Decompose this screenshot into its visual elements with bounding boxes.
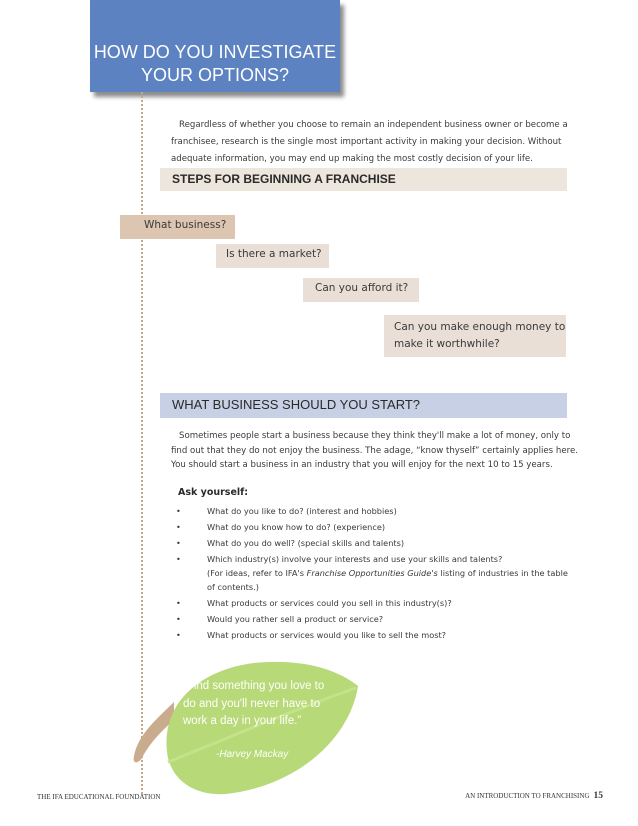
- list-item: [176, 596, 576, 610]
- question-list: [176, 504, 576, 644]
- intro-text: Regardless of whether you choose to remain an independent business owner or become a franchisee, research is the single most important activity in making your decision. Without adequate information, you may end up making the most costly decision of your life.: [171, 120, 568, 164]
- bullet: •: [176, 522, 181, 532]
- list-item: [176, 520, 576, 534]
- list-item: [176, 536, 576, 550]
- note-after: listing of industries in the table of contents.): [207, 568, 568, 592]
- industry-note: [207, 566, 576, 594]
- bullet: •: [176, 506, 181, 516]
- step-what-business: What business?: [120, 215, 235, 239]
- footer-publication-title: AN INTRODUCTION TO FRANCHISING: [465, 792, 590, 800]
- step-worthwhile: Can you make enough money to make it worthwhile?: [384, 315, 566, 357]
- intro-paragraph: [171, 117, 571, 168]
- section-heading-what-business: WHAT BUSINESS SHOULD YOU START?: [160, 393, 567, 418]
- list-item: [176, 628, 576, 642]
- bullet: •: [176, 614, 181, 624]
- question-text: Would you rather sell a product or service?: [207, 614, 384, 624]
- bullet: •: [176, 598, 181, 608]
- section2-text: Sometimes people start a business because they think they'll make a lot of money, only to find out that they do not enjoy the business. The adage, “know thyself” certainly applies here. You should start a business in an industry that you will enjoy for the next 10 to 15 years.: [171, 431, 578, 470]
- page-number: 15: [593, 791, 603, 801]
- question-text: What do you know how to do? (experience): [207, 522, 386, 532]
- list-item: [176, 552, 576, 594]
- bullet: •: [176, 554, 181, 564]
- footer-organization: THE IFA EDUCATIONAL FOUNDATION: [37, 793, 161, 801]
- question-text: Which industry(s) involve your interests and use your skills and talents?: [207, 554, 503, 564]
- ask-yourself-heading: Ask yourself:: [178, 487, 249, 498]
- question-text: What products or services could you sell in this industry(s)?: [207, 598, 452, 608]
- quote-author: -Harvey Mackay: [216, 749, 289, 760]
- list-item: [176, 612, 576, 626]
- page-title-line-2: YOUR OPTIONS?: [140, 65, 290, 85]
- steps-heading: STEPS FOR BEGINNING A FRANCHISE: [160, 168, 567, 191]
- note-guide-title: Franchise Opportunities Guide's: [306, 568, 438, 578]
- note-before: (For ideas, refer to IFA's: [207, 568, 307, 578]
- question-text: What products or services would you like to sell the most?: [207, 630, 447, 640]
- list-item: [176, 504, 576, 518]
- page-title-box: [90, 0, 340, 92]
- footer-publication: [465, 791, 603, 801]
- section2-paragraph: [171, 429, 581, 473]
- page-title-line-1: HOW DO YOU INVESTIGATE: [93, 42, 337, 62]
- quote-text: “Find something you love to do and you'll never have to work a day in your life.”: [183, 680, 325, 727]
- bullet: •: [176, 538, 181, 548]
- step-afford: Can you afford it?: [303, 278, 419, 302]
- question-text: What do you do well? (special skills and talents): [207, 538, 405, 548]
- question-text: What do you like to do? (interest and hobbies): [207, 506, 397, 516]
- step-market: Is there a market?: [216, 244, 329, 268]
- bullet: •: [176, 630, 181, 640]
